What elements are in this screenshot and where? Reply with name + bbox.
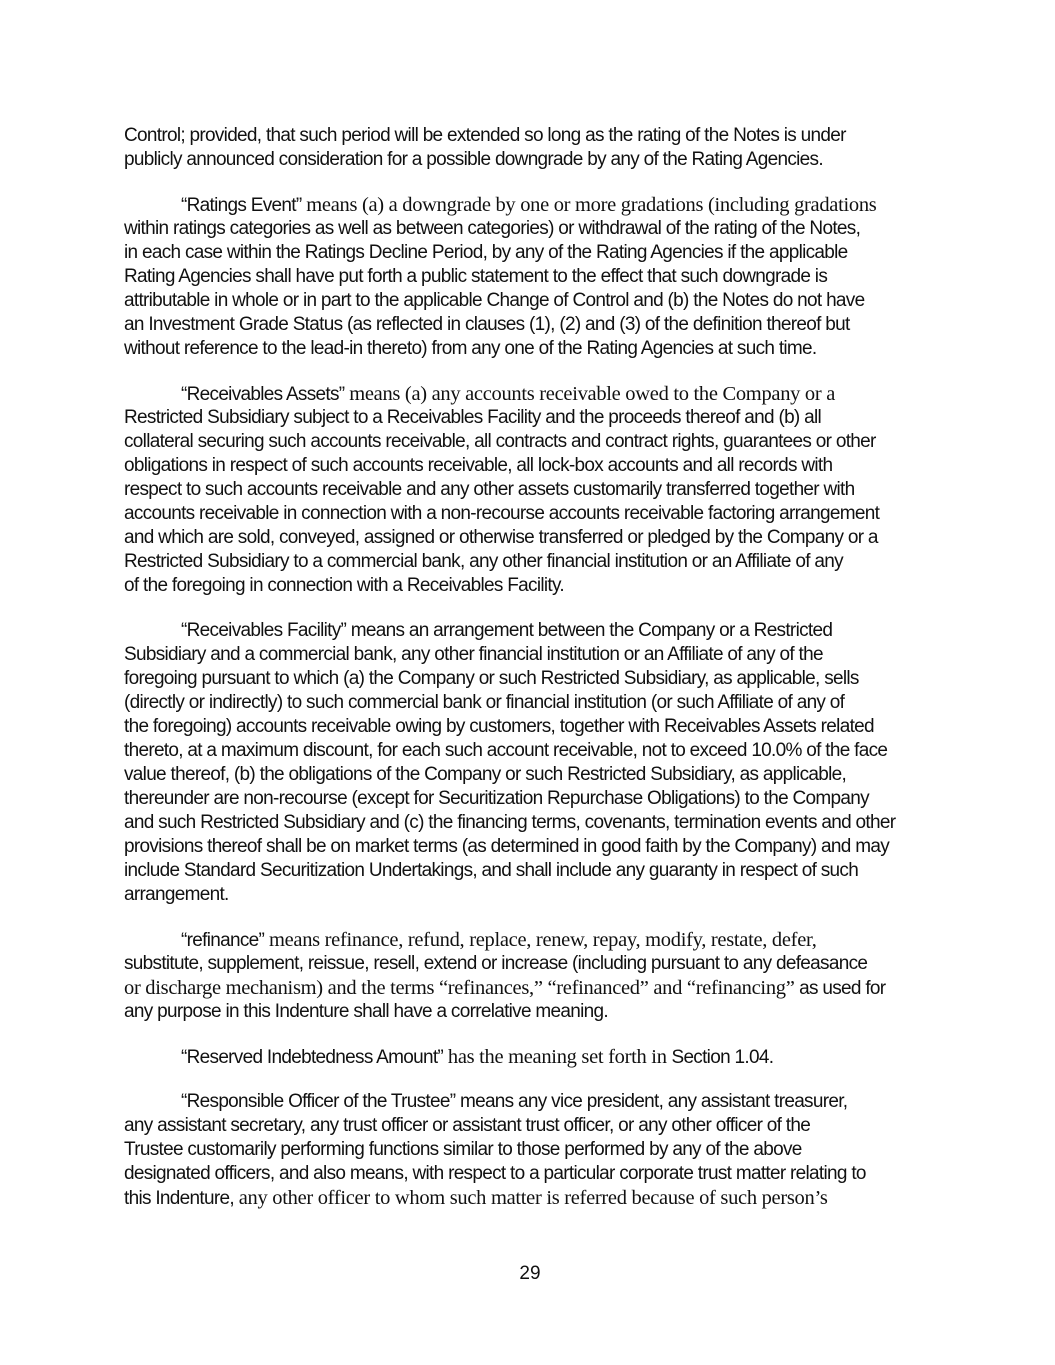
text-run: as used for: [794, 978, 886, 999]
paragraph: [124, 928, 936, 1024]
text-line: [124, 265, 936, 289]
text-run: any other officer to whom such matter is referred because of such person’s: [233, 1187, 828, 1209]
page-number: 29: [519, 1263, 541, 1284]
text-run: substitute, supplement, reissue, resell, extend or increase (including pursuant to any defeasance: [124, 953, 868, 974]
text-run: arrangement.: [124, 884, 229, 905]
text-line: [124, 526, 936, 550]
text-run: within ratings categories as well as between categories) or withdrawal of the rating of the Notes,: [124, 218, 861, 239]
text-line: [124, 574, 936, 598]
text-run: include Standard Securitization Undertakings, and shall include any guaranty in respect of such: [124, 860, 859, 881]
text-run: “refinance”: [181, 930, 265, 951]
text-run: designated officers, and also means, with respect to a particular corporate trust matter relating to: [124, 1163, 866, 1184]
text-line: [124, 835, 936, 859]
text-line: [124, 313, 936, 337]
text-line: [124, 859, 936, 883]
text-run: “Responsible Officer of the Trustee” means any vice president, any assistant treasurer,: [181, 1091, 848, 1112]
text-run: “Reserved Indebtedness Amount”: [181, 1047, 444, 1068]
text-line: [124, 667, 936, 691]
text-line: [124, 1000, 936, 1024]
text-line: [124, 811, 936, 835]
paragraph: [124, 382, 936, 598]
text-line: [124, 193, 936, 217]
text-line: [124, 430, 936, 454]
paragraph: [124, 1045, 936, 1069]
text-run: of the foregoing in connection with a Receivables Facility.: [124, 575, 564, 596]
text-line: [124, 217, 936, 241]
text-line: [124, 124, 936, 148]
text-line: [124, 454, 936, 478]
text-run: and which are sold, conveyed, assigned or otherwise transferred or pledged by the Company or a: [124, 527, 878, 548]
text-run: publicly announced consideration for a possible downgrade by any of the Rating Agencies.: [124, 149, 823, 170]
text-run: Control; provided, that such period will be extended so long as the rating of the Notes is under: [124, 125, 846, 146]
text-run: foregoing pursuant to which (a) the Company or such Restricted Subsidiary, as applicable, sells: [124, 668, 859, 689]
text-line: [124, 1186, 936, 1210]
text-run: and such Restricted Subsidiary and (c) the financing terms, covenants, termination events and other: [124, 812, 896, 833]
text-block: [124, 124, 936, 1231]
text-run: Rating Agencies shall have put forth a public statement to the effect that such downgrade is: [124, 266, 828, 287]
text-run: Restricted Subsidiary subject to a Receivables Facility and the proceeds thereof and (b) all: [124, 407, 822, 428]
text-line: [124, 976, 936, 1000]
text-run: Section 1.04.: [671, 1047, 774, 1068]
text-run: means (a) a downgrade by one or more gradations (including gradations: [301, 194, 877, 216]
text-line: [124, 406, 936, 430]
text-line: [124, 928, 936, 952]
text-run: means (a) any accounts receivable owed to the Company or a: [344, 383, 836, 405]
text-line: [124, 382, 936, 406]
text-line: [124, 1114, 936, 1138]
text-run: in each case within the Ratings Decline Period, by any of the Rating Agencies if the applicable: [124, 242, 848, 263]
text-line: [124, 1138, 936, 1162]
text-line: [124, 1045, 936, 1069]
text-run: an Investment Grade Status (as reflected in clauses (1), (2) and (3) of the definition thereof but: [124, 314, 850, 335]
text-run: obligations in respect of such accounts receivable, all lock-box accounts and all records with: [124, 455, 833, 476]
text-run: Subsidiary and a commercial bank, any other financial institution or an Affiliate of any of the: [124, 644, 823, 665]
text-run: attributable in whole or in part to the applicable Change of Control and (b) the Notes do not have: [124, 290, 865, 311]
text-run: without reference to the lead-in thereto) from any one of the Rating Agencies at such time.: [124, 338, 817, 359]
text-run: value thereof, (b) the obligations of the Company or such Restricted Subsidiary, as applicable,: [124, 764, 847, 785]
text-line: [124, 952, 936, 976]
paragraph: [124, 193, 936, 361]
text-run: thereunder are non-recourse (except for Securitization Repurchase Obligations) to the Company: [124, 788, 869, 809]
paragraph: [124, 1090, 936, 1210]
text-line: [124, 148, 936, 172]
text-run: collateral securing such accounts receivable, all contracts and contract rights, guarantees or other: [124, 431, 876, 452]
text-run: the foregoing) accounts receivable owing by customers, together with Receivables Assets related: [124, 716, 874, 737]
text-run: any purpose in this Indenture shall have a correlative meaning.: [124, 1001, 608, 1022]
text-run: or discharge mechanism) and the terms “refinances,” “refinanced” and “refinancing”: [124, 977, 795, 999]
text-line: [124, 739, 936, 763]
text-run: this Indenture,: [124, 1188, 234, 1209]
text-run: thereto, at a maximum discount, for each such account receivable, not to exceed 10.0% of the face: [124, 740, 888, 761]
text-run: Restricted Subsidiary to a commercial bank, any other financial institution or an Affiliate of any: [124, 551, 843, 572]
text-line: [124, 715, 936, 739]
text-line: [124, 502, 936, 526]
text-line: [124, 241, 936, 265]
text-line: [124, 763, 936, 787]
text-run: “Receivables Facility” means an arrangement between the Company or a Restricted: [181, 620, 833, 641]
text-run: means refinance, refund, replace, renew, repay, modify, restate, defer,: [264, 929, 817, 951]
text-line: [124, 289, 936, 313]
text-line: [124, 1162, 936, 1186]
text-line: [124, 478, 936, 502]
text-line: [124, 337, 936, 361]
text-run: accounts receivable in connection with a non-recourse accounts receivable factoring arrangement: [124, 503, 880, 524]
text-run: (directly or indirectly) to such commercial bank or financial institution (or such Affiliate of any of: [124, 692, 845, 713]
text-line: [124, 1090, 936, 1114]
text-run: “Ratings Event”: [181, 195, 302, 216]
text-line: [124, 550, 936, 574]
text-line: [124, 619, 936, 643]
text-run: any assistant secretary, any trust officer or assistant trust officer, or any other officer of the: [124, 1115, 811, 1136]
text-line: [124, 787, 936, 811]
paragraph: [124, 619, 936, 907]
paragraph: [124, 124, 936, 172]
text-line: [124, 643, 936, 667]
text-line: [124, 883, 936, 907]
text-line: [124, 691, 936, 715]
text-run: Trustee customarily performing functions similar to those performed by any of the above: [124, 1139, 802, 1160]
text-run: has the meaning set forth in: [443, 1046, 672, 1068]
text-run: provisions thereof shall be on market terms (as determined in good faith by the Company) and may: [124, 836, 889, 857]
text-run: respect to such accounts receivable and any other assets customarily transferred together with: [124, 479, 855, 500]
text-run: “Receivables Assets”: [181, 384, 345, 405]
